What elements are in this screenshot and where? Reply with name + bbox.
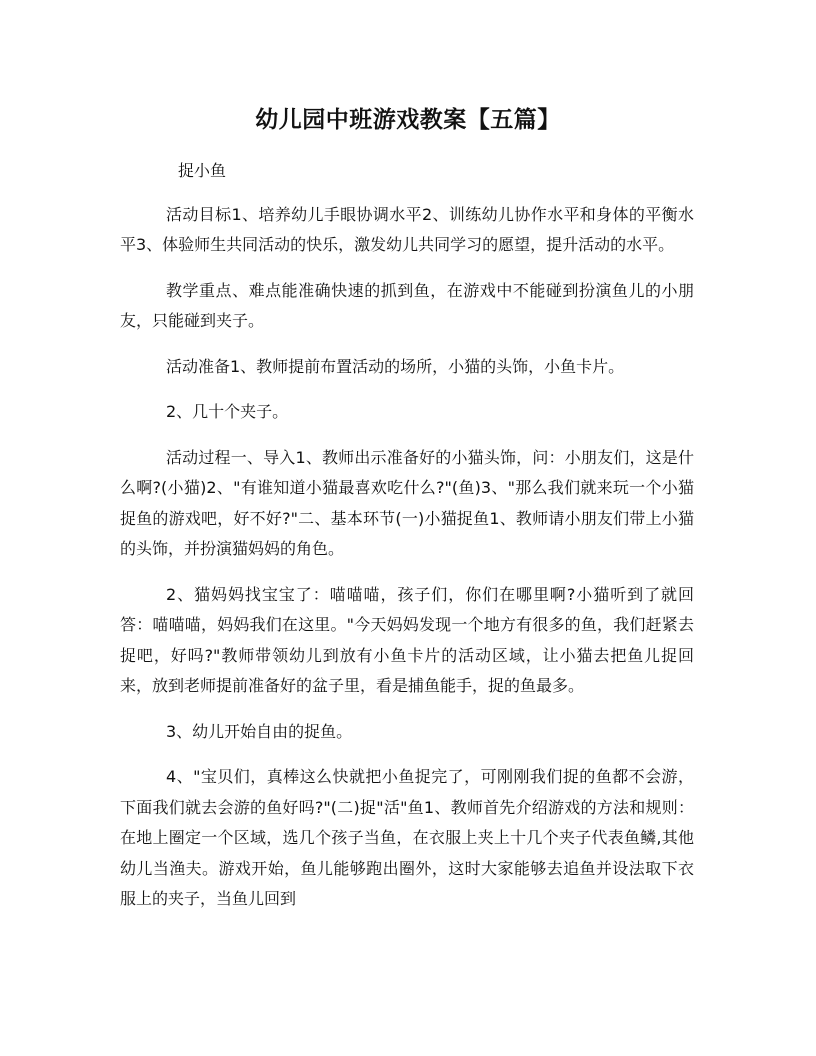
paragraph-preparation-2: 2、几十个夹子。 xyxy=(166,402,289,421)
paragraph-preparation: 活动准备1、教师提前布置活动的场所，小猫的头饰，小鱼卡片。 xyxy=(166,356,625,376)
paragraph-step-2: 2、猫妈妈找宝宝了：喵喵喵，孩子们，你们在哪里啊?小猫听到了就回答：喵喵喵，妈妈我们在这里。"今天妈妈发现一个地方有很多的鱼，我们赶紧去捉吧，好吗?"教师带领幼儿到放有小鱼卡片的活动区域，让小猫去把鱼儿捉回来，放到老师提前准备好的盆子里，看是捕鱼能手，捉的鱼最多。 xyxy=(120,584,694,695)
paragraph-activity-goals: 活动目标1、培养幼儿手眼协调水平2、训练幼儿协作水平和身体的平衡水平3、体验师生共同活动的快乐，激发幼儿共同学习的愿望，提升活动的水平。 xyxy=(120,204,694,254)
document-body xyxy=(120,156,694,930)
paragraph-key-points: 教学重点、难点能准确快速的抓到鱼，在游戏中不能碰到扮演鱼儿的小朋友，只能碰到夹子。 xyxy=(120,280,694,330)
paragraph-step-4: 4、"宝贝们，真棒这么快就把小鱼捉完了，可刚刚我们捉的鱼都不会游，下面我们就去会游的鱼好吗?"(二)捉"活"鱼1、教师首先介绍游戏的方法和规则：在地上圈定一个区域，选几个孩子当鱼，在衣服上夹上十几个夹子代表鱼鳞,其他幼儿当渔夫。游戏开始，鱼儿能够跑出圈外，这时大家能够去追鱼并设法取下衣服上的夹子，当鱼儿回到 xyxy=(120,767,694,908)
paragraph-step-3: 3、幼儿开始自由的捉鱼。 xyxy=(166,721,353,741)
document-title: 幼儿园中班游戏教案【五篇】 xyxy=(255,107,561,133)
section-subtitle: 捉小鱼 xyxy=(178,161,227,180)
paragraph-process: 活动过程一、导入1、教师出示准备好的小猫头饰，问：小朋友们，这是什么啊?(小猫)2、"有谁知道小猫最喜欢吃什么?"(鱼)3、"那么我们就来玩一个小猫捉鱼的游戏吧，好不好?"二、基本环节(一)小猫捉鱼1、教师请小朋友们带上小猫的头饰，并扮演猫妈妈的角色。 xyxy=(120,447,694,558)
